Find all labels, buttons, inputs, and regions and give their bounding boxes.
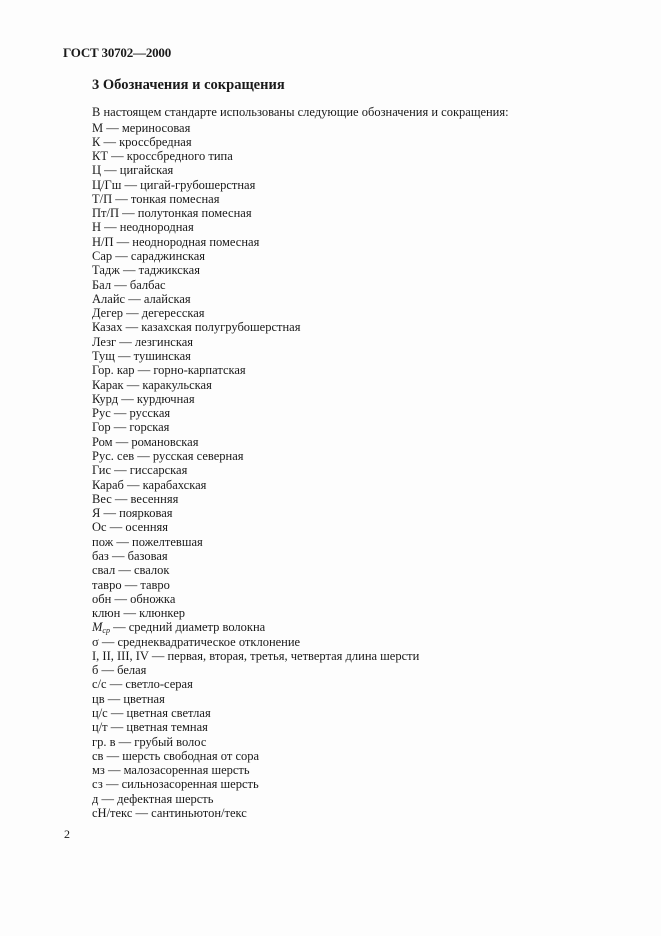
abbreviation-meaning: первая, вторая, третья, четвертая длина шерсти xyxy=(167,648,420,663)
abbreviation-meaning: казахская полугрубошерстная xyxy=(141,320,301,335)
abbreviation-meaning: сильнозасоренная шерсть xyxy=(121,777,259,792)
abbreviation-item xyxy=(92,263,419,277)
abbreviation-term: клюн xyxy=(92,606,121,621)
abbreviation-meaning: белая xyxy=(117,663,147,678)
abbreviation-term: σ xyxy=(92,634,99,649)
abbreviation-term: КТ xyxy=(92,149,108,164)
abbreviation-item xyxy=(92,777,419,791)
abbreviation-term: ц/т xyxy=(92,720,108,735)
dash-separator: — xyxy=(119,263,139,278)
abbreviation-meaning: грубый волос xyxy=(134,734,207,749)
abbreviation-term: Караб xyxy=(92,477,124,492)
abbreviation-term: сН/текс xyxy=(92,806,133,820)
dash-separator: — xyxy=(108,548,128,563)
abbreviation-meaning: поярковая xyxy=(119,506,173,521)
abbreviation-item xyxy=(92,435,419,449)
abbreviation-term: Гор xyxy=(92,420,111,435)
dash-separator: — xyxy=(98,663,118,678)
abbreviation-meaning: таджикская xyxy=(138,263,200,278)
abbreviation-item xyxy=(92,692,419,706)
abbreviation-meaning: цветная темная xyxy=(126,720,208,735)
dash-separator: — xyxy=(134,363,154,378)
abbreviation-meaning: весенняя xyxy=(130,491,179,506)
dash-separator: — xyxy=(123,477,143,492)
abbreviation-term: Т/П xyxy=(92,191,113,206)
abbreviation-term: М xyxy=(92,120,104,135)
abbreviation-term: Ос xyxy=(92,520,107,535)
abbreviation-meaning: кроссбредная xyxy=(119,134,192,149)
dash-separator: — xyxy=(111,463,130,478)
abbreviation-meaning: тавро xyxy=(140,577,170,592)
dash-separator: — xyxy=(107,149,127,164)
abbreviation-term: Карак xyxy=(92,377,124,392)
abbreviation-item xyxy=(92,335,419,349)
abbreviation-item xyxy=(92,220,419,234)
section-title: 3 Обозначения и сокращения xyxy=(92,77,285,93)
abbreviation-meaning: цигай-грубошерстная xyxy=(140,177,256,192)
dash-separator: — xyxy=(111,491,131,506)
dash-separator: — xyxy=(116,334,135,349)
abbreviation-meaning: цветная светлая xyxy=(126,706,211,721)
dash-separator: — xyxy=(110,406,130,421)
abbreviation-item xyxy=(92,792,419,806)
abbreviation-term: мз xyxy=(92,763,105,778)
abbreviation-item xyxy=(92,492,419,506)
abbreviation-item xyxy=(92,563,419,577)
dash-separator: — xyxy=(123,377,143,392)
abbreviation-term: Лезг xyxy=(92,334,117,349)
dash-separator: — xyxy=(134,448,153,463)
abbreviation-item xyxy=(92,363,419,377)
dash-separator: — xyxy=(111,591,131,606)
abbreviation-meaning: цветная xyxy=(123,691,165,706)
abbreviation-meaning: мериносовая xyxy=(121,120,191,135)
abbreviation-term: M xyxy=(92,620,103,635)
abbreviation-meaning: осенняя xyxy=(125,520,169,535)
abbreviation-item xyxy=(92,163,419,177)
abbreviation-item xyxy=(92,349,419,363)
abbreviation-item xyxy=(92,278,419,292)
abbreviation-item xyxy=(92,706,419,720)
abbreviation-list xyxy=(92,121,419,821)
dash-separator: — xyxy=(107,706,127,721)
abbreviation-term: Гор. кар xyxy=(92,363,135,378)
abbreviation-meaning: шерсть свободная от сора xyxy=(122,748,260,763)
dash-separator: — xyxy=(113,534,133,549)
dash-separator: — xyxy=(111,277,130,292)
abbreviation-item xyxy=(92,606,419,620)
abbreviation-item xyxy=(92,406,419,420)
abbreviation-term: цв xyxy=(92,691,105,706)
abbreviation-meaning: клюнкер xyxy=(139,606,185,621)
abbreviation-meaning: неоднородная помесная xyxy=(132,234,260,249)
abbreviation-term: Н xyxy=(92,220,102,235)
abbreviation-term: Сар xyxy=(92,249,113,264)
abbreviation-item xyxy=(92,806,419,820)
document-code-header: ГОСТ 30702—2000 xyxy=(63,45,172,60)
dash-separator: — xyxy=(112,434,132,449)
dash-separator: — xyxy=(104,691,124,706)
abbreviation-item xyxy=(92,720,419,734)
abbreviation-term: Н/П xyxy=(92,234,114,249)
abbreviation-term: сз xyxy=(92,777,103,792)
abbreviation-item xyxy=(92,320,419,334)
abbreviation-term: I, II, III, IV xyxy=(92,648,149,663)
abbreviation-term: Рус xyxy=(92,406,111,421)
dash-separator: — xyxy=(115,563,134,578)
abbreviation-term: д xyxy=(92,791,99,806)
dash-separator: — xyxy=(115,734,135,749)
dash-separator: — xyxy=(119,206,138,221)
abbreviation-term: свал xyxy=(92,563,116,578)
abbreviation-subscript: ср xyxy=(102,626,110,636)
dash-separator: — xyxy=(106,677,126,692)
abbreviation-item xyxy=(92,763,419,777)
abbreviation-meaning: дефектная шерсть xyxy=(117,791,214,806)
abbreviation-meaning: пожелтевшая xyxy=(132,534,203,549)
abbreviation-item xyxy=(92,506,419,520)
abbreviation-term: тавро xyxy=(92,577,122,592)
dash-separator: — xyxy=(101,163,120,178)
dash-separator: — xyxy=(107,720,127,735)
abbreviation-meaning: базовая xyxy=(127,548,168,563)
abbreviation-meaning: среднеквадратическое отклонение xyxy=(117,634,301,649)
dash-separator: — xyxy=(121,177,141,192)
abbreviation-item xyxy=(92,121,419,135)
abbreviation-item xyxy=(92,549,419,563)
abbreviation-term: обн xyxy=(92,591,112,606)
abbreviation-term: баз xyxy=(92,548,109,563)
abbreviation-meaning: кроссбредного типа xyxy=(126,149,233,164)
abbreviation-term: Бал xyxy=(92,277,112,292)
abbreviation-meaning: каракульская xyxy=(142,377,212,392)
abbreviation-item xyxy=(92,392,419,406)
dash-separator: — xyxy=(112,191,131,206)
abbreviation-meaning: курдючная xyxy=(136,391,195,406)
abbreviation-term: б xyxy=(92,663,99,678)
abbreviation-meaning: полутонкая помесная xyxy=(137,206,252,221)
abbreviation-meaning: гиссарская xyxy=(129,463,188,478)
abbreviation-term: ц/с xyxy=(92,706,108,721)
abbreviation-term: Алайс xyxy=(92,291,126,306)
abbreviation-meaning: горская xyxy=(129,420,170,435)
section-intro: В настоящем стандарте использованы следующие обозначения и сокращения: xyxy=(92,105,509,119)
abbreviation-item xyxy=(92,463,419,477)
abbreviation-meaning: балбас xyxy=(129,277,166,292)
abbreviation-term: Казах xyxy=(92,320,123,335)
abbreviation-term: гр. в xyxy=(92,734,116,749)
abbreviation-term: Вес xyxy=(92,491,112,506)
abbreviation-term: К xyxy=(92,134,101,149)
dash-separator: — xyxy=(123,306,142,321)
abbreviation-item xyxy=(92,192,419,206)
abbreviation-item xyxy=(92,578,419,592)
dash-separator: — xyxy=(101,220,120,235)
abbreviation-meaning: неоднородная xyxy=(119,220,194,235)
abbreviation-term: Ц/Гш xyxy=(92,177,122,192)
dash-separator: — xyxy=(102,777,122,792)
abbreviation-term: Ц xyxy=(92,163,102,178)
dash-separator: — xyxy=(103,120,122,135)
dash-separator: — xyxy=(120,606,140,621)
abbreviation-meaning: русская xyxy=(129,406,171,421)
abbreviation-term: Я xyxy=(92,506,101,521)
abbreviation-term: пож xyxy=(92,534,114,549)
abbreviation-meaning: горно-карпатская xyxy=(153,363,246,378)
abbreviation-term: Курд xyxy=(92,391,119,406)
page-number: 2 xyxy=(64,827,70,841)
abbreviation-meaning: сараджинская xyxy=(130,249,206,264)
abbreviation-item xyxy=(92,520,419,534)
abbreviation-term: Рус. сев xyxy=(92,448,135,463)
dash-separator: — xyxy=(125,291,144,306)
abbreviation-meaning: тонкая помесная xyxy=(130,191,220,206)
abbreviation-term: Тущ xyxy=(92,349,115,363)
dash-separator: — xyxy=(148,648,168,663)
dash-separator: — xyxy=(113,234,133,249)
abbreviation-meaning: алайская xyxy=(143,291,191,306)
abbreviation-item xyxy=(92,235,419,249)
abbreviation-term: св xyxy=(92,748,104,763)
abbreviation-meaning: карабахская xyxy=(142,477,207,492)
abbreviation-meaning: дегересская xyxy=(141,306,205,321)
abbreviation-meaning: тушинская xyxy=(133,349,191,363)
abbreviation-meaning: цигайская xyxy=(119,163,174,178)
abbreviation-item xyxy=(92,635,419,649)
abbreviation-meaning: романовская xyxy=(131,434,199,449)
dash-separator: — xyxy=(103,748,123,763)
dash-separator: — xyxy=(122,320,142,335)
abbreviation-meaning: малозасоренная шерсть xyxy=(123,763,250,778)
dash-separator: — xyxy=(118,391,137,406)
dash-separator: — xyxy=(106,520,126,535)
abbreviation-meaning: сантиньютон/текс xyxy=(151,806,247,820)
abbreviation-meaning: русская северная xyxy=(152,448,244,463)
abbreviation-term: Гис xyxy=(92,463,111,478)
dash-separator: — xyxy=(109,620,129,635)
dash-separator: — xyxy=(114,349,134,363)
abbreviation-item xyxy=(92,292,419,306)
abbreviation-item xyxy=(92,249,419,263)
dash-separator: — xyxy=(98,634,118,649)
abbreviation-item xyxy=(92,735,419,749)
abbreviation-item xyxy=(92,135,419,149)
abbreviation-item xyxy=(92,649,419,663)
abbreviation-item xyxy=(92,420,419,434)
abbreviation-term: Ром xyxy=(92,434,113,449)
abbreviation-item xyxy=(92,149,419,163)
abbreviation-item xyxy=(92,378,419,392)
abbreviation-meaning: светло-серая xyxy=(125,677,193,692)
abbreviation-item xyxy=(92,749,419,763)
dash-separator: — xyxy=(100,506,120,521)
dash-separator: — xyxy=(112,249,131,264)
abbreviation-item xyxy=(92,178,419,192)
dash-separator: — xyxy=(100,134,120,149)
abbreviation-item xyxy=(92,206,419,220)
dash-separator: — xyxy=(98,791,118,806)
abbreviation-item xyxy=(92,478,419,492)
abbreviation-meaning: свалок xyxy=(133,563,170,578)
abbreviation-term: Пт/П xyxy=(92,206,119,221)
abbreviation-item xyxy=(92,620,419,634)
abbreviation-item xyxy=(92,663,419,677)
dash-separator: — xyxy=(110,420,130,435)
dash-separator: — xyxy=(121,577,141,592)
dash-separator: — xyxy=(104,763,124,778)
abbreviation-item xyxy=(92,306,419,320)
abbreviation-term: с/с xyxy=(92,677,107,692)
abbreviation-term: Тадж xyxy=(92,263,120,278)
abbreviation-item xyxy=(92,677,419,691)
abbreviation-meaning: лезгинская xyxy=(134,334,194,349)
abbreviation-item xyxy=(92,449,419,463)
abbreviation-item xyxy=(92,535,419,549)
abbreviation-item xyxy=(92,592,419,606)
abbreviation-meaning: средний диаметр волокна xyxy=(128,620,266,635)
abbreviation-meaning: обножка xyxy=(130,591,176,606)
abbreviation-term: Дегер xyxy=(92,306,123,321)
dash-separator: — xyxy=(132,806,152,820)
